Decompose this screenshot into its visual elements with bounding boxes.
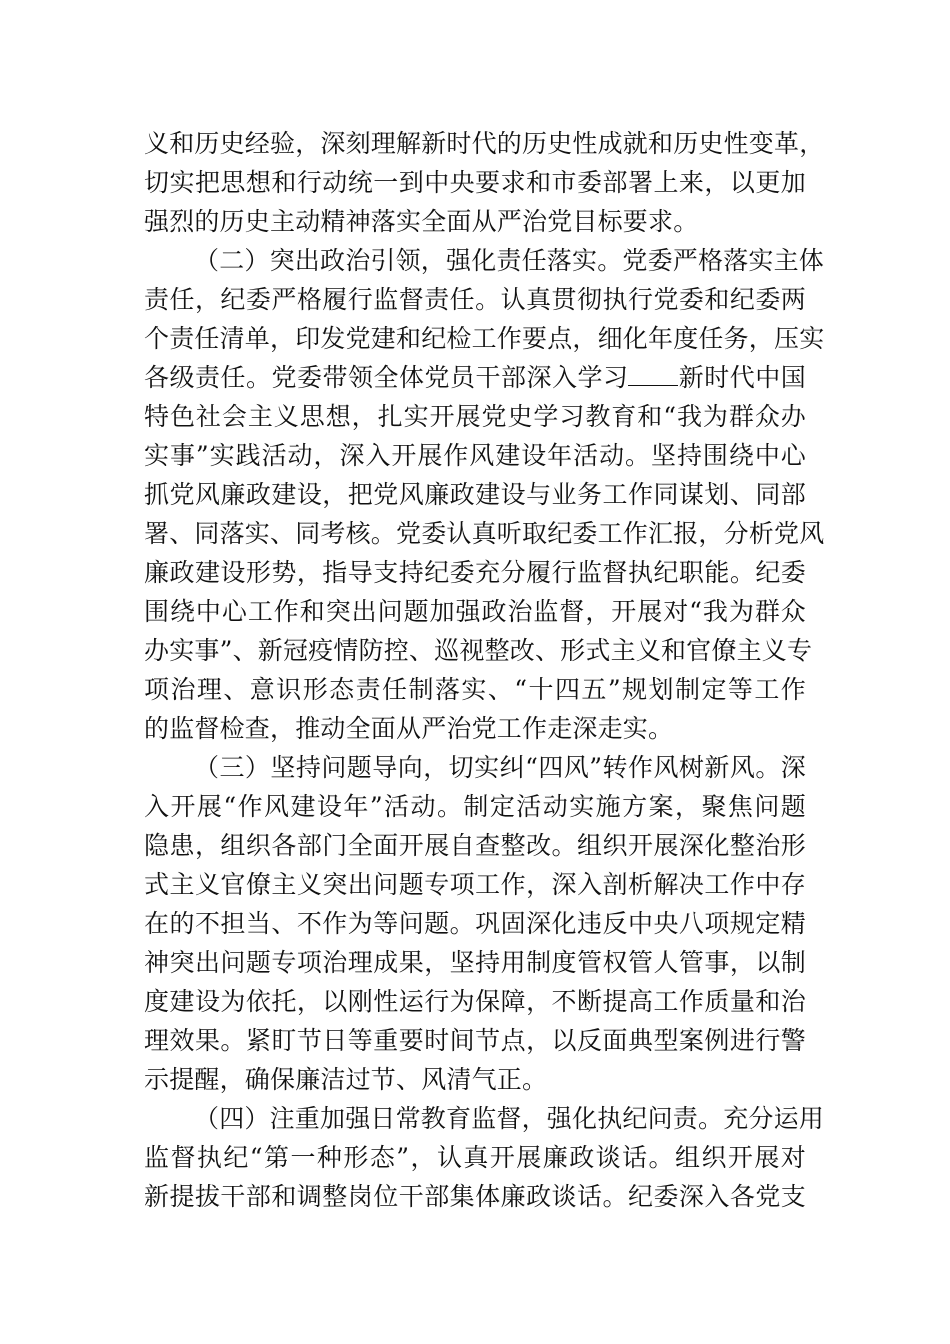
text-segment: 各级责任。党委带领全体党员干部深入学习: [144, 363, 629, 392]
text-line: 个责任清单，印发党建和纪检工作要点，细化年度任务，压实: [144, 324, 825, 353]
blank-underline: [628, 365, 678, 386]
text-line: 式主义官僚主义突出问题专项工作，深入剖析解决工作中存: [144, 870, 806, 899]
text-line: 理效果。紧盯节日等重要时间节点，以反面典型案例进行警: [144, 1026, 806, 1055]
text-line: 实事”实践活动，深入开展作风建设年活动。坚持围绕中心: [144, 441, 806, 470]
text-line: 义和历史经验，深刻理解新时代的历史性成就和历史性变革，: [144, 129, 825, 158]
section-heading-line: （四）注重加强日常教育监督，强化执纪问责。充分运用: [194, 1104, 825, 1133]
text-line: 责任，纪委严格履行监督责任。认真贯彻执行党委和纪委两: [144, 285, 806, 314]
text-line: 抓党风廉政建设，把党风廉政建设与业务工作同谋划、同部: [144, 480, 806, 509]
section-heading-line: （二）突出政治引领，强化责任落实。党委严格落实主体: [194, 246, 825, 275]
text-line: 署、同落实、同考核。党委认真听取纪委工作汇报，分析党风: [144, 519, 825, 548]
text-line: 监督执纪“第一种形态”，认真开展廉政谈话。组织开展对: [144, 1143, 806, 1172]
text-line: 强烈的历史主动精神落实全面从严治党目标要求。: [144, 207, 699, 236]
text-line: 在的不担当、不作为等问题。巩固深化违反中央八项规定精: [144, 909, 806, 938]
text-line: 特色社会主义思想，扎实开展党史学习教育和“我为群众办: [144, 402, 806, 431]
text-line: 廉政建设形势，指导支持纪委充分履行监督执纪职能。纪委: [144, 558, 806, 587]
text-line: 示提醒，确保廉洁过节、风清气正。: [144, 1065, 548, 1094]
text-line: 的监督检查，推动全面从严治党工作走深走实。: [144, 714, 674, 743]
text-line: 切实把思想和行动统一到中央要求和市委部署上来，以更加: [144, 168, 806, 197]
text-line: 入开展“作风建设年”活动。制定活动实施方案，聚焦问题: [144, 792, 806, 821]
text-line: 神突出问题专项治理成果，坚持用制度管权管人管事，以制: [144, 948, 806, 977]
text-line-with-blank: [144, 358, 806, 397]
text-line: 项治理、意识形态责任制落实、“十四五”规划制定等工作: [144, 675, 806, 704]
text-line: 隐患，组织各部门全面开展自查整改。组织开展深化整治形: [144, 831, 806, 860]
document-page: [144, 124, 825, 1216]
text-line: 办实事”、新冠疫情防控、巡视整改、形式主义和官僚主义专: [144, 636, 813, 665]
text-line: 围绕中心工作和突出问题加强政治监督，开展对“我为群众: [144, 597, 806, 626]
text-line: 新提拔干部和调整岗位干部集体廉政谈话。纪委深入各党支: [144, 1182, 806, 1211]
section-heading-line: （三）坚持问题导向，切实纠“四风”转作风树新风。深: [194, 753, 806, 782]
text-line: 度建设为依托，以刚性运行为保障，不断提高工作质量和治: [144, 987, 806, 1016]
text-segment: 新时代中国: [678, 363, 806, 392]
